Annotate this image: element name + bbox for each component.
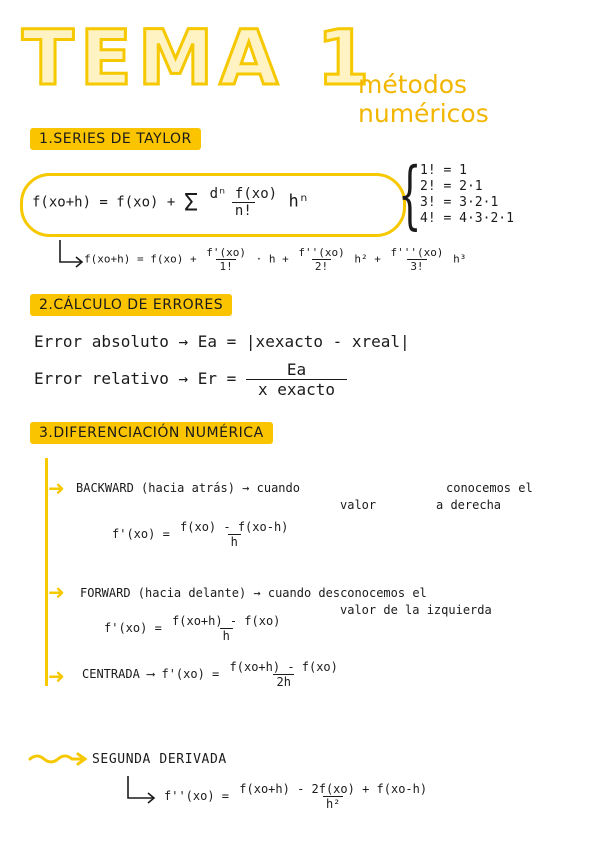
taylor-fraction <box>207 186 280 219</box>
segunda-lhs: f''(xo) = <box>164 789 230 803</box>
term2-num: f''(xo) <box>298 246 345 259</box>
term1-fraction <box>203 246 249 273</box>
section-heading-diferenciacion: 3.DIFERENCIACIÓN NUMÉRICA <box>30 422 273 444</box>
term2-den: 2! <box>312 259 331 273</box>
error-relativo-fraction <box>246 360 347 399</box>
arrow-icon: ➜ <box>48 580 65 604</box>
error-relativo-line <box>34 360 347 399</box>
term3-fraction <box>387 246 446 273</box>
term1-num: f'(xo) <box>206 246 246 259</box>
arrow-icon <box>56 238 86 268</box>
error-relativo-num: Ea <box>286 360 307 379</box>
term1-den: 1! <box>216 259 235 273</box>
taylor-h-pow: hⁿ <box>288 191 309 212</box>
forward-description: FORWARD (hacia delante) → cuando desconocemos el <box>80 586 427 600</box>
backward-description-4: a derecha <box>436 498 502 512</box>
arrow-icon: ➜ <box>48 664 65 688</box>
central-num: f(xo+h) - f(xo) <box>229 660 338 674</box>
taylor-expansion <box>84 246 466 273</box>
segunda-derivada-heading: SEGUNDA DERIVADA <box>92 752 227 767</box>
term3-den: 3! <box>407 259 426 273</box>
error-relativo-den: x exacto <box>246 379 347 399</box>
forward-description-2: valor de la izquierda <box>340 603 492 617</box>
section-heading-errores: 2.CÁLCULO DE ERRORES <box>30 294 232 316</box>
backward-lhs: f'(xo) = <box>112 527 170 541</box>
forward-formula <box>104 614 283 643</box>
factorial-item: 1! = 1 <box>420 163 467 178</box>
backward-description-3: valor <box>340 498 377 512</box>
forward-lhs: f'(xo) = <box>104 621 162 635</box>
forward-num: f(xo+h) - f(xo) <box>172 614 281 628</box>
brace-symbol: { <box>398 152 422 238</box>
backward-description: BACKWARD (hacia atrás) → cuando <box>76 481 300 495</box>
taylor-frac-den: n! <box>232 202 255 219</box>
squiggle-arrow-icon <box>28 752 88 766</box>
backward-description-2: conocemos el <box>446 481 533 495</box>
central-text: CENTRADA ⟶ f'(xo) = <box>82 667 220 681</box>
term2-fraction <box>295 246 347 273</box>
error-absoluto-line: Error absoluto → Ea = |xexacto - xreal| <box>34 332 410 351</box>
central-den: 2h <box>273 674 293 689</box>
arrow-icon <box>124 774 158 806</box>
backward-fraction <box>177 520 291 549</box>
taylor-frac-num: dⁿ f(xo) <box>209 186 278 202</box>
segunda-derivada-formula <box>164 782 430 811</box>
factorial-list <box>420 163 514 227</box>
term3-tail: h³ <box>453 252 467 266</box>
expansion-lhs: f(xo+h) = f(xo) + <box>84 252 197 266</box>
forward-den: h <box>220 628 233 643</box>
backward-den: h <box>228 534 241 549</box>
forward-fraction <box>169 614 283 643</box>
arrow-icon: ➜ <box>48 476 65 500</box>
factorial-item: 4! = 4·3·2·1 <box>420 211 514 226</box>
page-subtitle: métodos numéricos <box>358 70 489 128</box>
segunda-fraction <box>236 782 430 811</box>
backward-formula <box>112 520 291 549</box>
segunda-num: f(xo+h) - 2f(xo) + f(xo-h) <box>239 782 428 796</box>
factorial-item: 3! = 3·2·1 <box>420 195 499 210</box>
central-formula <box>82 660 341 689</box>
term2-tail: h² + <box>354 252 381 266</box>
segunda-den: h² <box>323 796 343 811</box>
central-fraction <box>227 660 341 689</box>
error-relativo-lhs: Error relativo → Er = <box>34 369 237 388</box>
backward-num: f(xo) - f(xo-h) <box>180 520 289 534</box>
page-title: TEMA 1 <box>22 13 376 102</box>
factorial-item: 2! = 2·1 <box>420 179 483 194</box>
term1-tail: · h + <box>255 252 289 266</box>
taylor-formula <box>32 186 309 219</box>
sigma-symbol: Σ <box>183 188 199 217</box>
section-heading-taylor: 1.SERIES DE TAYLOR <box>30 128 201 150</box>
taylor-lhs: f(xo+h) = f(xo) + <box>32 194 176 211</box>
term3-num: f'''(xo) <box>390 246 444 259</box>
